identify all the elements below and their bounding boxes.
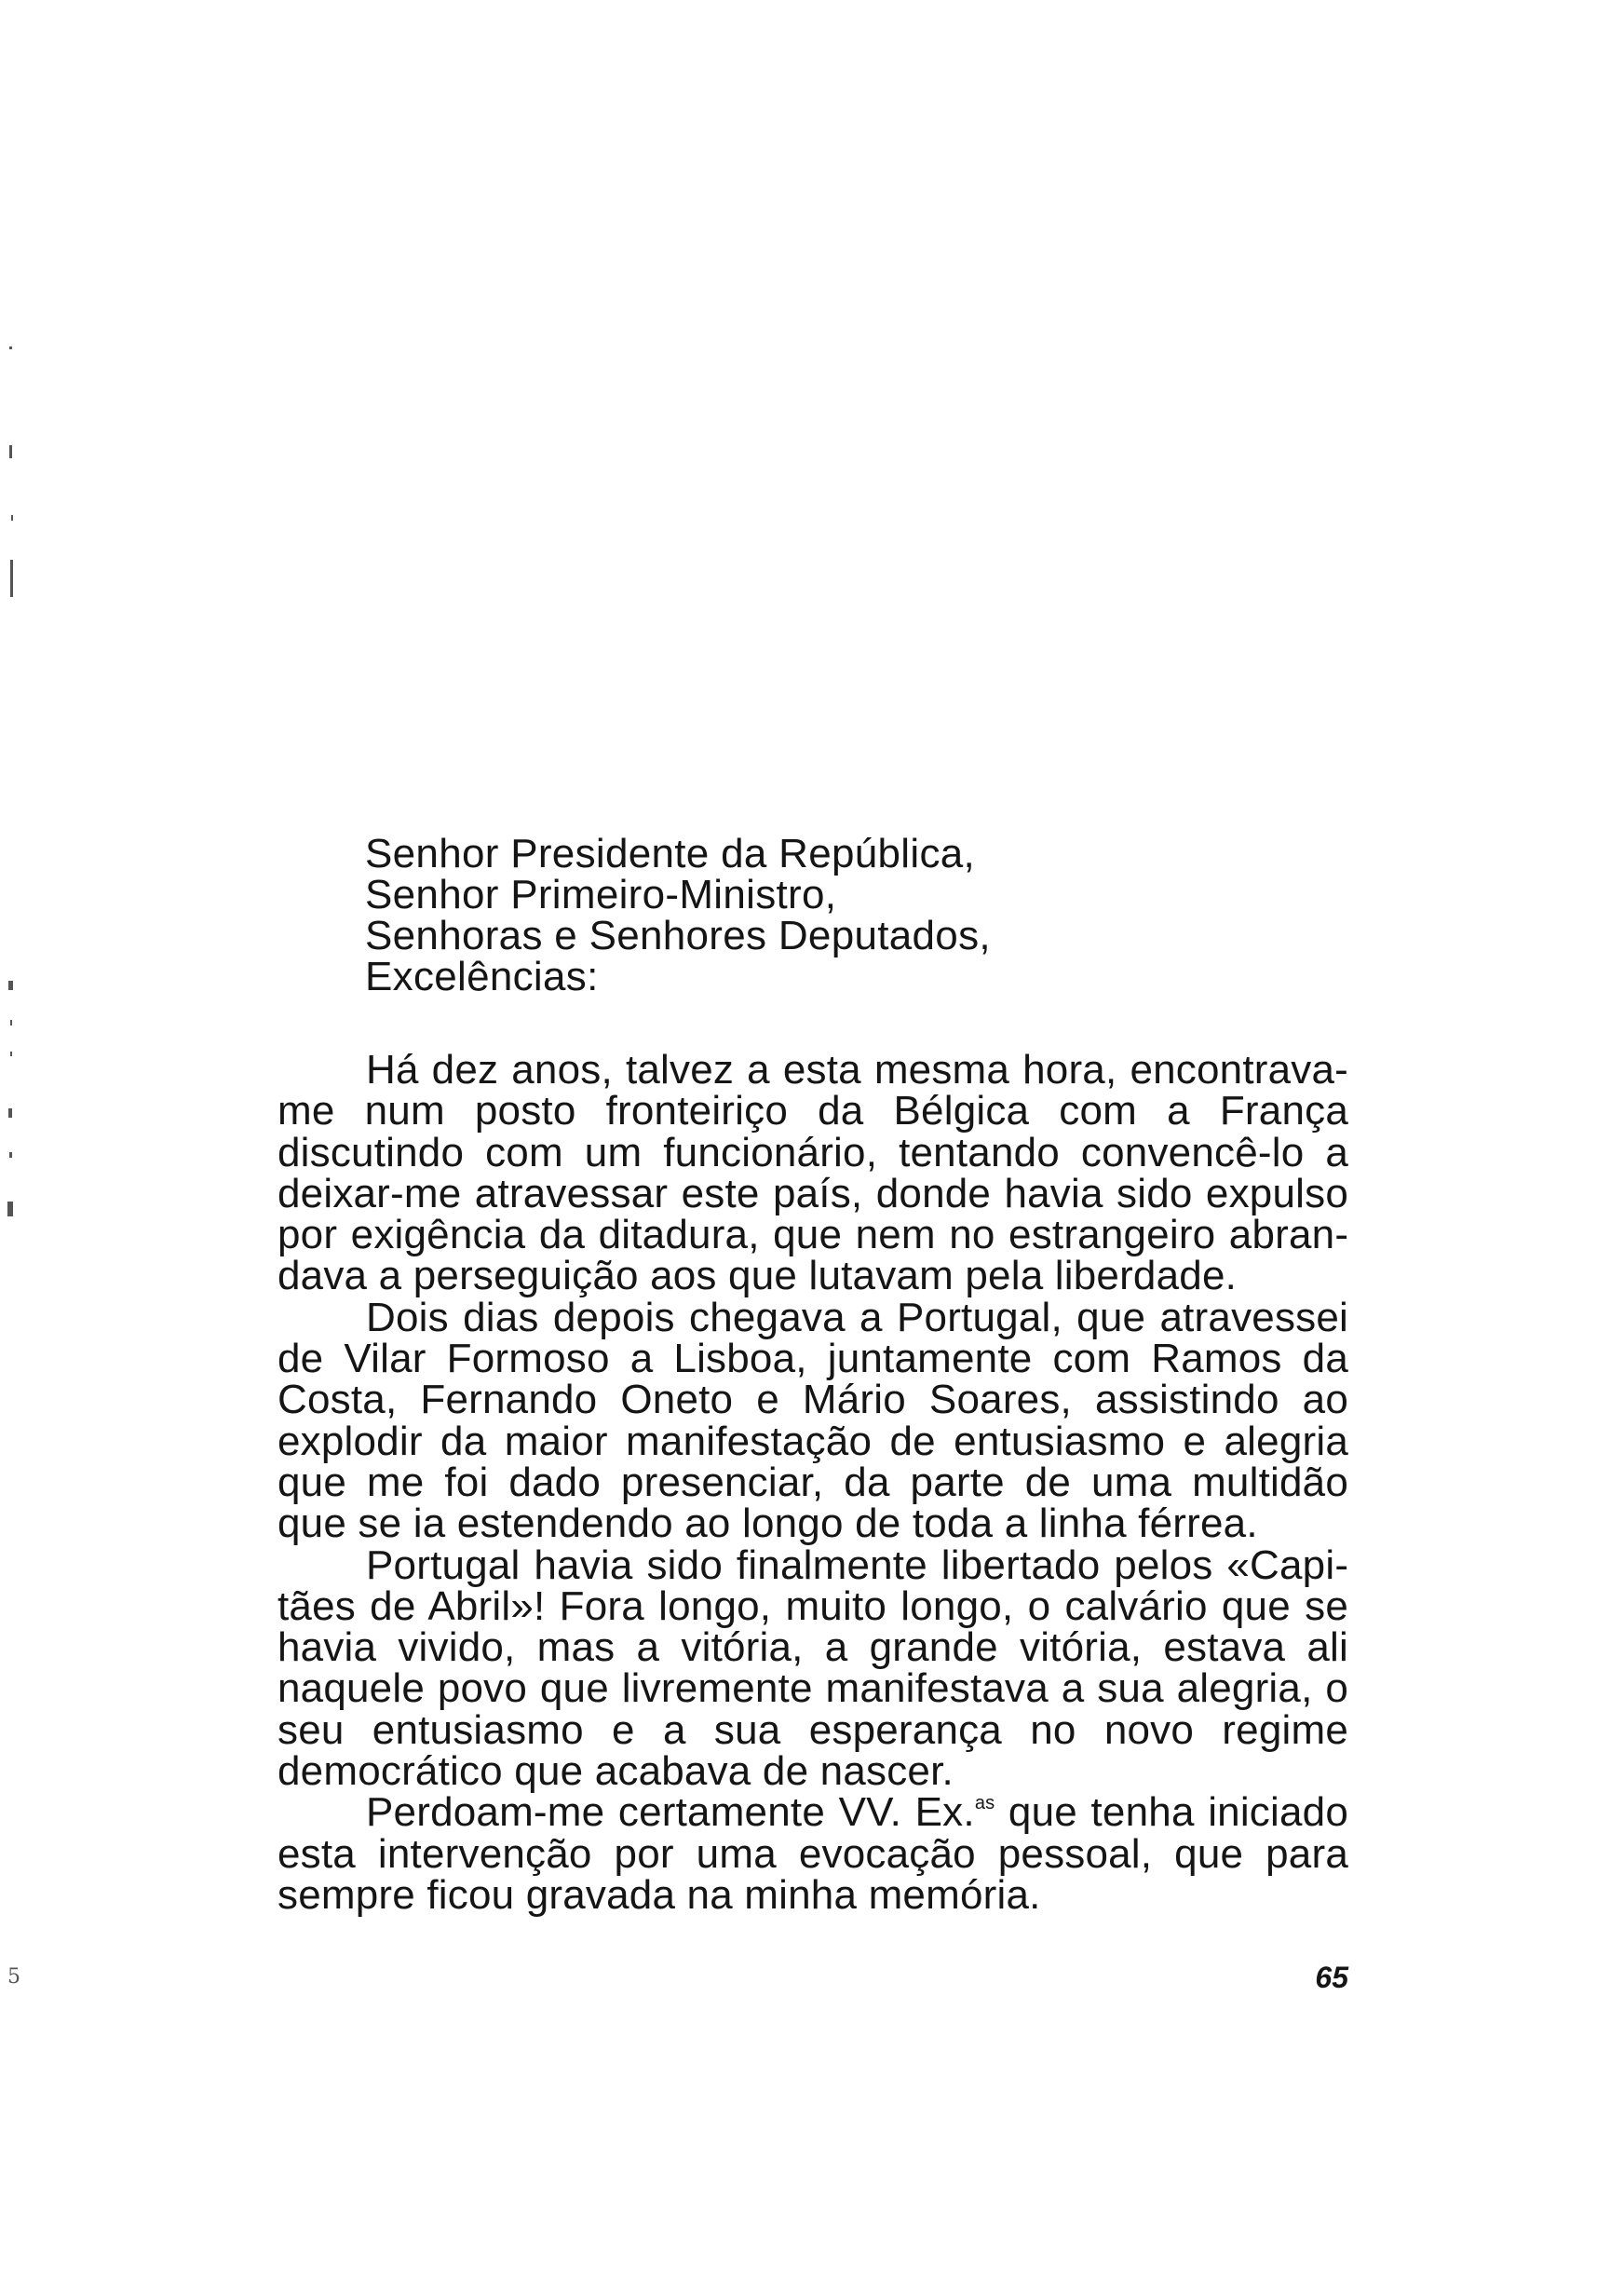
paragraph-4-end: que tenha iniciado esta intervenção por uma evocação pessoal, que para sempre ficou gravada na minha memória. — [277, 1789, 1348, 1918]
page-number: 65 — [1315, 1961, 1348, 1994]
margin-mark — [8, 981, 13, 990]
margin-mark — [10, 560, 13, 597]
salutation-line-deputies: Senhoras e Senhores Deputados, — [365, 913, 991, 958]
paragraph-1: Há dez anos, talvez a esta mesma hora, encontrava-me num posto fronteiriço da Bélgica com a França discutindo com um funcionário, tentando convencê-lo a deixar-me atravessar este país, donde havia sido expulso por exigência da ditadura, que nem no estrangeiro abrandava a perseguição aos que lutavam pela liberdade. — [277, 1047, 1348, 1299]
salutation-block — [365, 831, 1352, 999]
margin-mark — [7, 1202, 13, 1216]
margin-mark — [10, 1052, 12, 1056]
paragraph-4 — [277, 1789, 1348, 1918]
margin-mark — [9, 346, 12, 349]
margin-mark — [8, 1108, 12, 1118]
margin-mark — [11, 515, 13, 521]
paragraph-3: Portugal havia sido finalmente libertado pelos «Capitães de Abril»! Fora longo, muito longo, o calvário que se havia vivido, mas a vitória, a grande vitória, estava ali naquele povo que livremente manifestava a sua alegria, o seu entusiasmo e a sua esperança no novo regime democrático que acabava de nascer. — [277, 1541, 1348, 1795]
margin-mark — [9, 1152, 12, 1158]
salutation-line-excellencies: Excelências: — [365, 954, 599, 999]
margin-mark — [10, 1020, 12, 1025]
margin-mark — [9, 445, 12, 458]
body-text — [277, 1047, 1348, 1918]
salutation-line-president: Senhor Presidente da República, — [365, 831, 976, 876]
paragraph-4-start: Perdoam-me certamente VV. Ex. — [366, 1789, 975, 1836]
paragraph-4-superscript: as — [974, 1793, 995, 1814]
paragraph-2: Dois dias depois chegava a Portugal, que atravessei de Vilar Formoso a Lisboa, juntamente com Ramos da Costa, Fernando Oneto e Mário Soares, assistindo ao explodir da maior manifestação de entusiasmo e alegria que me foi dado presenciar, da parte de uma multidão que se ia estendendo ao longo de toda a linha férrea. — [277, 1294, 1348, 1547]
margin-digit: 5 — [7, 1965, 20, 1989]
salutation-line-prime-minister: Senhor Primeiro-Ministro, — [365, 872, 837, 917]
